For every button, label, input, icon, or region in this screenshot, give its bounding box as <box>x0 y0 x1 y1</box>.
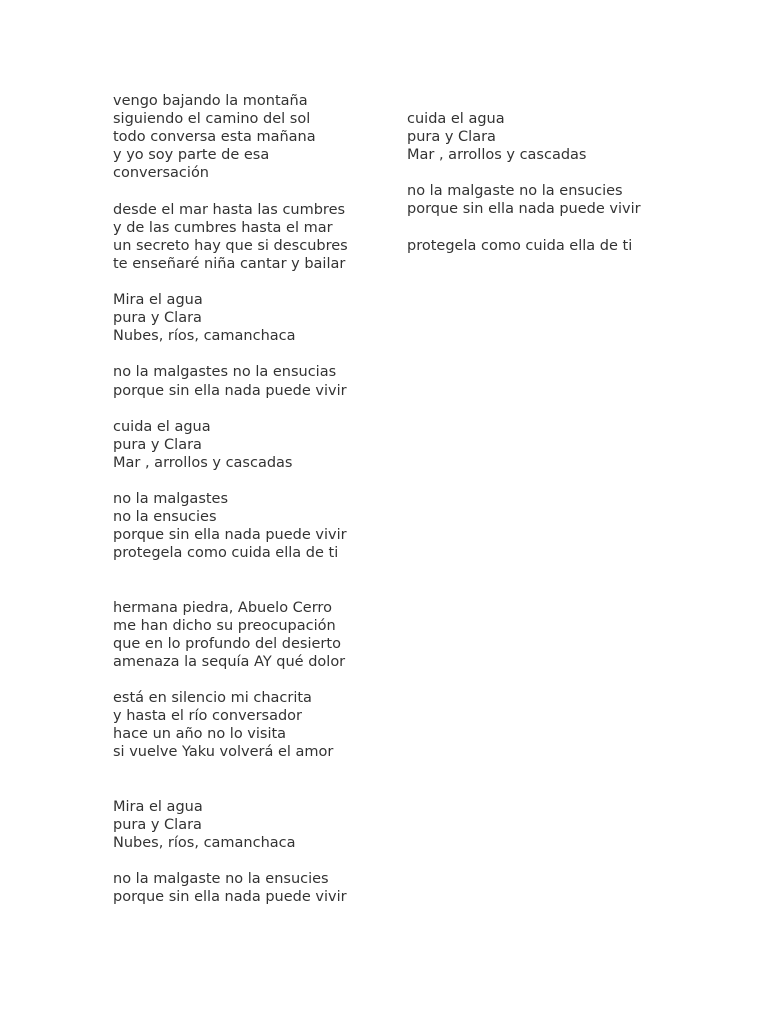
lyrics-left-column <box>113 92 383 924</box>
lyric-line: pura y Clara <box>113 310 202 327</box>
lyric-line: cuida el agua <box>113 418 211 435</box>
lyric-line: y de las cumbres hasta el mar <box>113 219 333 236</box>
lyric-line: Mar , arrollos y cascadas <box>407 147 587 164</box>
lyric-line: Mira el agua <box>113 292 203 309</box>
lyric-line: hermana piedra, Abuelo Cerro <box>113 599 332 616</box>
lyric-line: Nubes, ríos, camanchaca <box>113 834 296 851</box>
lyric-line: pura y Clara <box>113 436 202 453</box>
lyric-line: no la malgaste no la ensucies <box>407 183 623 200</box>
lyric-line: está en silencio mi chacrita <box>113 690 312 707</box>
lyric-line: porque sin ella nada puede vivir <box>113 889 347 906</box>
lyrics-right-column <box>407 110 677 273</box>
stanza <box>113 689 383 761</box>
lyric-line: siguiendo el camino del sol <box>113 111 311 128</box>
lyric-line: no la malgaste no la ensucies <box>113 871 329 888</box>
lyric-line: conversación <box>113 165 209 182</box>
lyric-line: que en lo profundo del desierto <box>113 635 341 652</box>
lyric-line: protegela como cuida ella de ti <box>407 237 633 254</box>
lyric-line: no la malgastes <box>113 491 229 508</box>
lyric-line: todo conversa esta mañana <box>113 129 316 146</box>
lyric-line: y hasta el río conversador <box>113 708 303 725</box>
lyric-line: vengo bajando la montaña <box>113 93 308 109</box>
chorus-stanza <box>113 363 383 399</box>
lyric-line: porque sin ella nada puede vivir <box>113 527 347 544</box>
lyric-line: desde el mar hasta las cumbres <box>113 201 346 218</box>
lyric-line: porque sin ella nada puede vivir <box>407 201 641 218</box>
chorus-stanza <box>113 490 383 562</box>
lyric-line: te enseñaré niña cantar y bailar <box>113 255 346 272</box>
lyric-line: y yo soy parte de esa <box>113 147 270 164</box>
stanza <box>113 599 383 671</box>
lyric-line: me han dicho su preocupación <box>113 617 336 634</box>
chorus-stanza <box>113 418 383 472</box>
lyric-line: protegela como cuida ella de ti <box>113 545 339 562</box>
lyric-line: Mar , arrollos y cascadas <box>113 454 293 471</box>
chorus-stanza <box>113 798 383 852</box>
lyric-line: cuida el agua <box>407 111 505 127</box>
stanza <box>113 201 383 273</box>
lyric-line: amenaza la sequía AY qué dolor <box>113 653 346 670</box>
lyric-line: no la malgastes no la ensucias <box>113 364 337 381</box>
lyric-line: pura y Clara <box>113 816 202 833</box>
lyric-line: porque sin ella nada puede vivir <box>113 382 347 399</box>
lyric-line: un secreto hay que si descubres <box>113 237 348 254</box>
chorus-stanza <box>407 110 677 164</box>
lyric-line: Mira el agua <box>113 798 203 815</box>
lyric-line: pura y Clara <box>407 129 496 146</box>
lyric-line: si vuelve Yaku volverá el amor <box>113 744 334 761</box>
stanza <box>113 92 383 182</box>
lyric-line: Nubes, ríos, camanchaca <box>113 328 296 345</box>
chorus-stanza <box>407 182 677 218</box>
chorus-stanza <box>113 870 383 906</box>
lyric-line: no la ensucies <box>113 509 217 526</box>
chorus-stanza <box>407 237 677 255</box>
lyric-line: hace un año no lo visita <box>113 726 287 743</box>
chorus-stanza <box>113 291 383 345</box>
